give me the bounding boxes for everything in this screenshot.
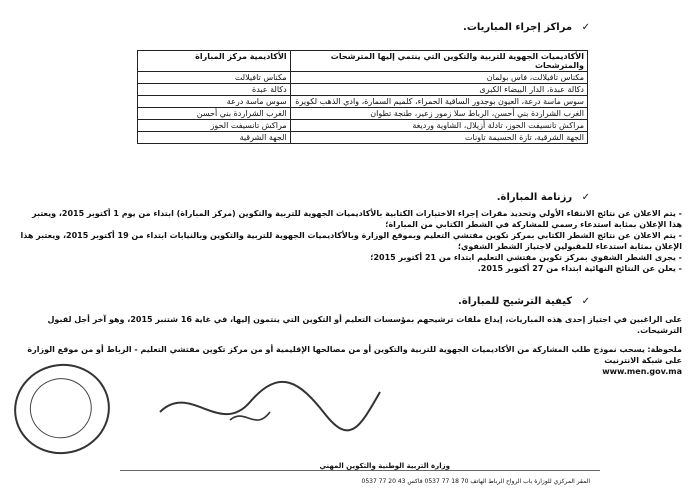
table-header: الأكاديمية مركز المباراة bbox=[138, 51, 291, 72]
table-cell: الجهة الشرقية، تازة الحسيمة تاونات bbox=[290, 132, 587, 144]
table-cell: دكالة عبدة، الدار البيضاء الكبرى bbox=[290, 84, 587, 96]
table-row bbox=[138, 120, 588, 132]
check-icon: ✓ bbox=[581, 22, 590, 33]
footer-ministry: وزارة التربية الوطنية والتكوين المهني bbox=[319, 462, 450, 470]
check-icon: ✓ bbox=[581, 296, 590, 307]
schedule-bullet: - يتم الاعلان عن نتائج الانتقاء الأولي وتحديد مقرات إجراء الاختبارات الكتابية بالأكاديميات الجهوية للتربية والتكوين (مركز المباراة) ابتداء من يوم 1 أكتوبر 2015، ويعتبر هذا الإعلان بمثابة استدعاء رسمي للمشاركة في الشطر الكتابي من المباراة؛ bbox=[32, 209, 682, 229]
application-section-title bbox=[458, 296, 590, 307]
application-text: على الراغبين في اجتياز إحدى هذه المباريات، إيداع ملفات ترشيحهم بمؤسسات التعليم أو التكوين التي ينتمون إليها، في غاية 16 شتنبر 2015، وهو آخر أجل لقبول الترشيحات. bbox=[47, 315, 682, 335]
note-text: يسحب نموذج طلب المشاركة من الأكاديميات الجهوية للتربية والتكوين أو من مصالحها الإقليمية أو من مركز تكوين مفتشي التعليم - الرباط أو من موقع الوزارة على شبكة الانترنيت bbox=[27, 345, 682, 365]
section-title-text: كيفية الترشيح للمباراة. bbox=[458, 296, 573, 307]
table-cell: مكناس تافيلالت bbox=[138, 72, 291, 84]
table-cell: مراكش تانسيفت الحوز bbox=[138, 120, 291, 132]
table-cell: سوس ماسة درعة، العيون بوجدور الساقية الحمراء، كلميم السمارة، وادي الذهب لكويرة bbox=[290, 96, 587, 108]
schedule-bullet: - يعلن عن النتائج النهائية ابتداء من 27 أكتوبر 2015. bbox=[477, 264, 682, 273]
table-cell: مكناس تافيلالت، فاس بولمان bbox=[290, 72, 587, 84]
table-cell: دكالة عبدة bbox=[138, 84, 291, 96]
table-cell: مراكش تانسيفت الحوز، تادلة أزيلال، الشاوية ورديغة bbox=[290, 120, 587, 132]
table-row bbox=[138, 108, 588, 120]
table-cell: الغرب الشراردة بني أحسن bbox=[138, 108, 291, 120]
schedule-bullet: - يتم الاعلان عن نتائج الشطر الكتابي بمركز تكوين مفتشي التعليم وبموقع الوزارة وبالأكاديميات الجهوية للتربية والتكوين وبالنيابات ابتداء من 19 أكتوبر 2015، ويعتبر هذا الإعلان بمثابة استدعاء للمقبولين لاجتياز الشطر الشفوي؛ bbox=[20, 231, 682, 251]
table-row bbox=[138, 72, 588, 84]
check-icon: ✓ bbox=[581, 192, 590, 203]
section-title-text: رزنامة المباراة. bbox=[496, 192, 573, 203]
centers-section-title bbox=[463, 22, 590, 33]
table-cell: الغرب الشراردة بني أحسن، الرباط سلا زمور زعير، طنجة تطوان bbox=[290, 108, 587, 120]
table-row bbox=[138, 96, 588, 108]
table-row bbox=[138, 132, 588, 144]
table-header-row bbox=[138, 51, 588, 72]
centers-table bbox=[137, 50, 588, 144]
seal-inner-ring bbox=[24, 372, 97, 444]
table-header: الأكاديميات الجهوية للتربية والتكوين التي ينتمي إليها المترشحات والمترشحات bbox=[290, 51, 587, 72]
note-label: ملحوظة: bbox=[647, 345, 682, 354]
section-title-text: مراكز إجراء المباريات. bbox=[463, 22, 573, 33]
table-cell: الجهة الشرقية bbox=[138, 132, 291, 144]
signature-icon bbox=[150, 372, 390, 442]
footer-address: المقر المركزي للوزارة باب الرواح الرباط الهاتف 70 18 77 0537 فاكس 43 20 77 0537 bbox=[361, 478, 590, 485]
table-row bbox=[138, 84, 588, 96]
schedule-text bbox=[18, 208, 682, 274]
schedule-section-title bbox=[497, 192, 590, 203]
schedule-bullet: - يجرى الشطر الشفوي بمركز تكوين مفتشي التعليم ابتداء من 21 أكتوبر 2015؛ bbox=[370, 253, 682, 262]
table-cell: سوس ماسة درعة bbox=[138, 96, 291, 108]
footer-divider bbox=[120, 470, 600, 471]
website-link[interactable]: www.men.gov.ma bbox=[602, 367, 682, 376]
